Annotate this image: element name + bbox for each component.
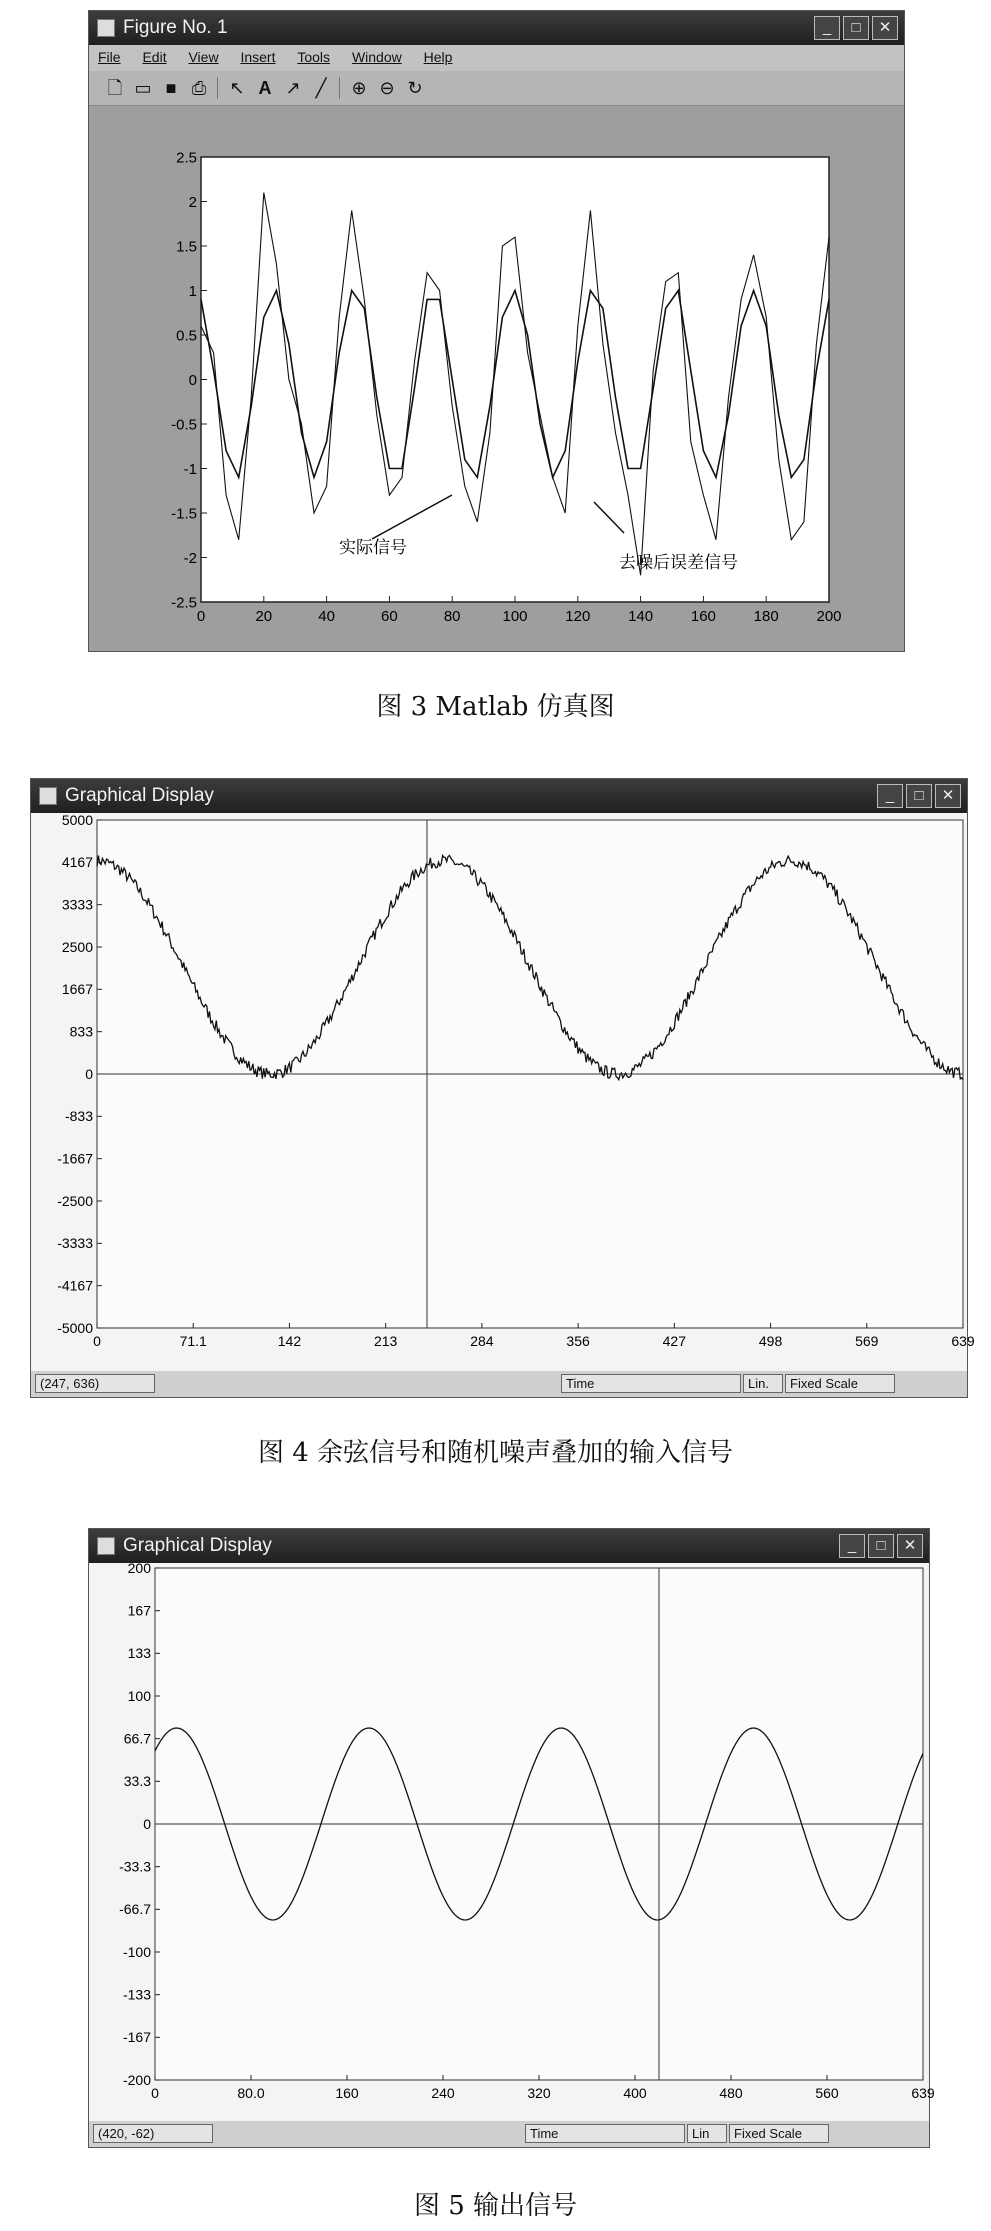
maximize-button[interactable]: □: [868, 1534, 894, 1558]
x-tick-label: 160: [335, 2085, 359, 2101]
figure-5-caption: 图 5 输出信号: [413, 2191, 578, 2221]
x-tick-label: 560: [815, 2085, 839, 2101]
x-tick-label: 400: [623, 2085, 647, 2101]
x-tick-label: 639: [911, 2085, 935, 2101]
y-tick-label: 100: [127, 1687, 151, 1704]
close-button[interactable]: ✕: [935, 784, 961, 808]
scale-type[interactable]: Lin.: [743, 1374, 783, 1393]
x-tick-label: 80.0: [237, 2085, 265, 2101]
figure-3-caption: 图 3 Matlab 仿真图: [376, 692, 615, 722]
y-tick-label: 2500: [61, 938, 93, 955]
y-tick-label: 1667: [61, 981, 93, 998]
maximize-button[interactable]: □: [906, 784, 932, 808]
x-tick-label: 80: [443, 608, 461, 625]
figure-4-caption: 图 4 余弦信号和随机噪声叠加的输入信号: [257, 1438, 734, 1468]
y-tick-label: -200: [122, 2071, 151, 2088]
insert-line-icon[interactable]: ╱: [315, 78, 327, 98]
x-tick-label: 480: [719, 2085, 743, 2101]
rotate-icon[interactable]: ↻: [407, 78, 423, 98]
y-tick-label: -2500: [57, 1192, 93, 1209]
matlab-toolbar: [89, 71, 904, 106]
y-tick-label: 2.5: [176, 149, 197, 167]
x-tick-label: 100: [502, 608, 528, 625]
menu-bar: [89, 45, 904, 71]
y-tick-label: 0.5: [176, 327, 197, 345]
y-tick-label: 833: [69, 1023, 93, 1040]
plot-area: [201, 157, 829, 602]
status-bar: [31, 1371, 967, 1397]
y-tick-label: -833: [64, 1108, 93, 1125]
window-title: Graphical Display: [65, 785, 214, 806]
x-tick-label: 180: [753, 608, 779, 625]
x-tick-label: 427: [662, 1333, 687, 1349]
x-tick-label: 120: [565, 608, 591, 625]
menu-file[interactable]: File: [98, 49, 121, 65]
insert-arrow-icon[interactable]: ↗: [285, 78, 301, 98]
y-tick-label: 3333: [61, 896, 93, 913]
annotation-actual-signal: 实际信号: [339, 538, 407, 557]
x-axis-mode: Time: [561, 1374, 741, 1393]
y-tick-label: -167: [122, 2029, 151, 2046]
input-signal-plot: [31, 811, 975, 1371]
x-tick-label: 200: [816, 608, 842, 625]
window-title: Figure No. 1: [123, 17, 228, 38]
y-tick-label: -1.5: [171, 505, 197, 523]
x-axis-mode: Time: [525, 2124, 685, 2143]
scale-type[interactable]: Lin: [687, 2124, 727, 2143]
matlab-title-bar: [89, 11, 904, 45]
display-app-icon: [97, 1537, 115, 1555]
status-bar: [89, 2121, 929, 2147]
y-tick-label: 66.7: [123, 1730, 151, 1747]
y-tick-label: 2: [188, 193, 197, 211]
y-tick-label: -2: [183, 549, 197, 567]
y-tick-label: 167: [127, 1602, 151, 1619]
y-tick-label: -33.3: [119, 1858, 151, 1875]
graphical-display-window-input: [30, 778, 975, 1398]
minimize-button[interactable]: _: [877, 784, 903, 808]
menu-edit[interactable]: Edit: [142, 49, 167, 65]
scale-mode[interactable]: Fixed Scale: [785, 1374, 895, 1393]
maximize-button[interactable]: □: [843, 16, 869, 40]
select-arrow-icon[interactable]: ↖: [229, 78, 245, 98]
y-tick-label: 5000: [61, 811, 93, 828]
y-tick-label: 0: [143, 1815, 151, 1832]
y-tick-label: 0: [188, 371, 197, 389]
close-button[interactable]: ✕: [897, 1534, 923, 1558]
y-tick-label: -100: [122, 1943, 151, 1960]
x-tick-label: 160: [690, 608, 716, 625]
save-icon[interactable]: ■: [165, 78, 177, 98]
y-tick-label: -2.5: [171, 594, 197, 612]
minimize-button[interactable]: _: [839, 1534, 865, 1558]
menu-view[interactable]: View: [188, 49, 219, 65]
y-tick-label: 1: [188, 282, 197, 300]
y-tick-label: -133: [122, 1986, 151, 2003]
x-tick-label: 142: [277, 1333, 302, 1349]
y-tick-label: 0: [85, 1065, 93, 1082]
y-tick-label: 33.3: [123, 1773, 151, 1790]
x-tick-label: 240: [431, 2085, 455, 2101]
toolbar-separator: [217, 77, 218, 99]
menu-help[interactable]: Help: [423, 49, 453, 65]
y-tick-label: 1.5: [176, 238, 197, 256]
y-tick-label: -1667: [57, 1150, 93, 1167]
x-tick-label: 71.1: [179, 1333, 207, 1349]
y-tick-label: -5000: [57, 1319, 93, 1336]
zoom-out-icon[interactable]: ⊖: [379, 78, 395, 98]
x-tick-label: 320: [527, 2085, 551, 2101]
close-button[interactable]: ✕: [872, 16, 898, 40]
open-folder-icon[interactable]: ▭: [134, 78, 152, 98]
output-signal-plot: [89, 1559, 935, 2121]
matlab-logo-icon: [97, 19, 115, 37]
menu-window[interactable]: Window: [351, 49, 402, 65]
cursor-coordinates: (247, 636): [35, 1374, 155, 1393]
matlab-figure-window: [88, 10, 905, 652]
new-file-icon[interactable]: 🗋: [107, 78, 123, 98]
y-tick-label: 200: [127, 1559, 151, 1576]
x-tick-label: 0: [93, 1333, 101, 1349]
y-tick-label: -4167: [57, 1277, 93, 1294]
matlab-plot: [89, 105, 904, 651]
display-title-bar: [31, 779, 967, 813]
scale-mode[interactable]: Fixed Scale: [729, 2124, 829, 2143]
x-tick-label: 639: [951, 1333, 975, 1349]
toolbar-separator: [339, 77, 340, 99]
display-app-icon: [39, 787, 57, 805]
insert-text-icon[interactable]: A: [258, 78, 272, 98]
y-tick-label: 133: [127, 1645, 151, 1662]
y-tick-label: -3333: [57, 1235, 93, 1252]
y-tick-label: 4167: [61, 854, 93, 871]
x-tick-label: 0: [151, 2085, 159, 2101]
menu-tools[interactable]: Tools: [297, 49, 331, 65]
x-tick-label: 0: [196, 608, 206, 625]
x-tick-label: 498: [758, 1333, 783, 1349]
x-tick-label: 213: [373, 1333, 398, 1349]
annotation-denoised-error-signal: 去噪后误差信号: [619, 553, 738, 572]
graphical-display-window-output: [88, 1528, 935, 2148]
x-tick-label: 356: [566, 1333, 590, 1349]
x-tick-label: 284: [470, 1333, 494, 1349]
window-title: Graphical Display: [123, 1535, 272, 1556]
minimize-button[interactable]: _: [814, 16, 840, 40]
display-title-bar: [89, 1529, 929, 1563]
menu-insert[interactable]: Insert: [240, 49, 276, 65]
x-tick-label: 40: [318, 608, 335, 625]
zoom-in-icon[interactable]: ⊕: [351, 78, 367, 98]
x-tick-label: 60: [381, 608, 398, 625]
y-tick-label: -0.5: [171, 416, 197, 434]
print-icon[interactable]: ⎙: [191, 78, 207, 98]
x-tick-label: 569: [855, 1333, 879, 1349]
y-tick-label: -66.7: [119, 1901, 151, 1918]
x-tick-label: 140: [628, 608, 654, 625]
y-tick-label: -1: [183, 460, 197, 478]
x-tick-label: 20: [255, 608, 273, 625]
cursor-coordinates: (420, -62): [93, 2124, 213, 2143]
